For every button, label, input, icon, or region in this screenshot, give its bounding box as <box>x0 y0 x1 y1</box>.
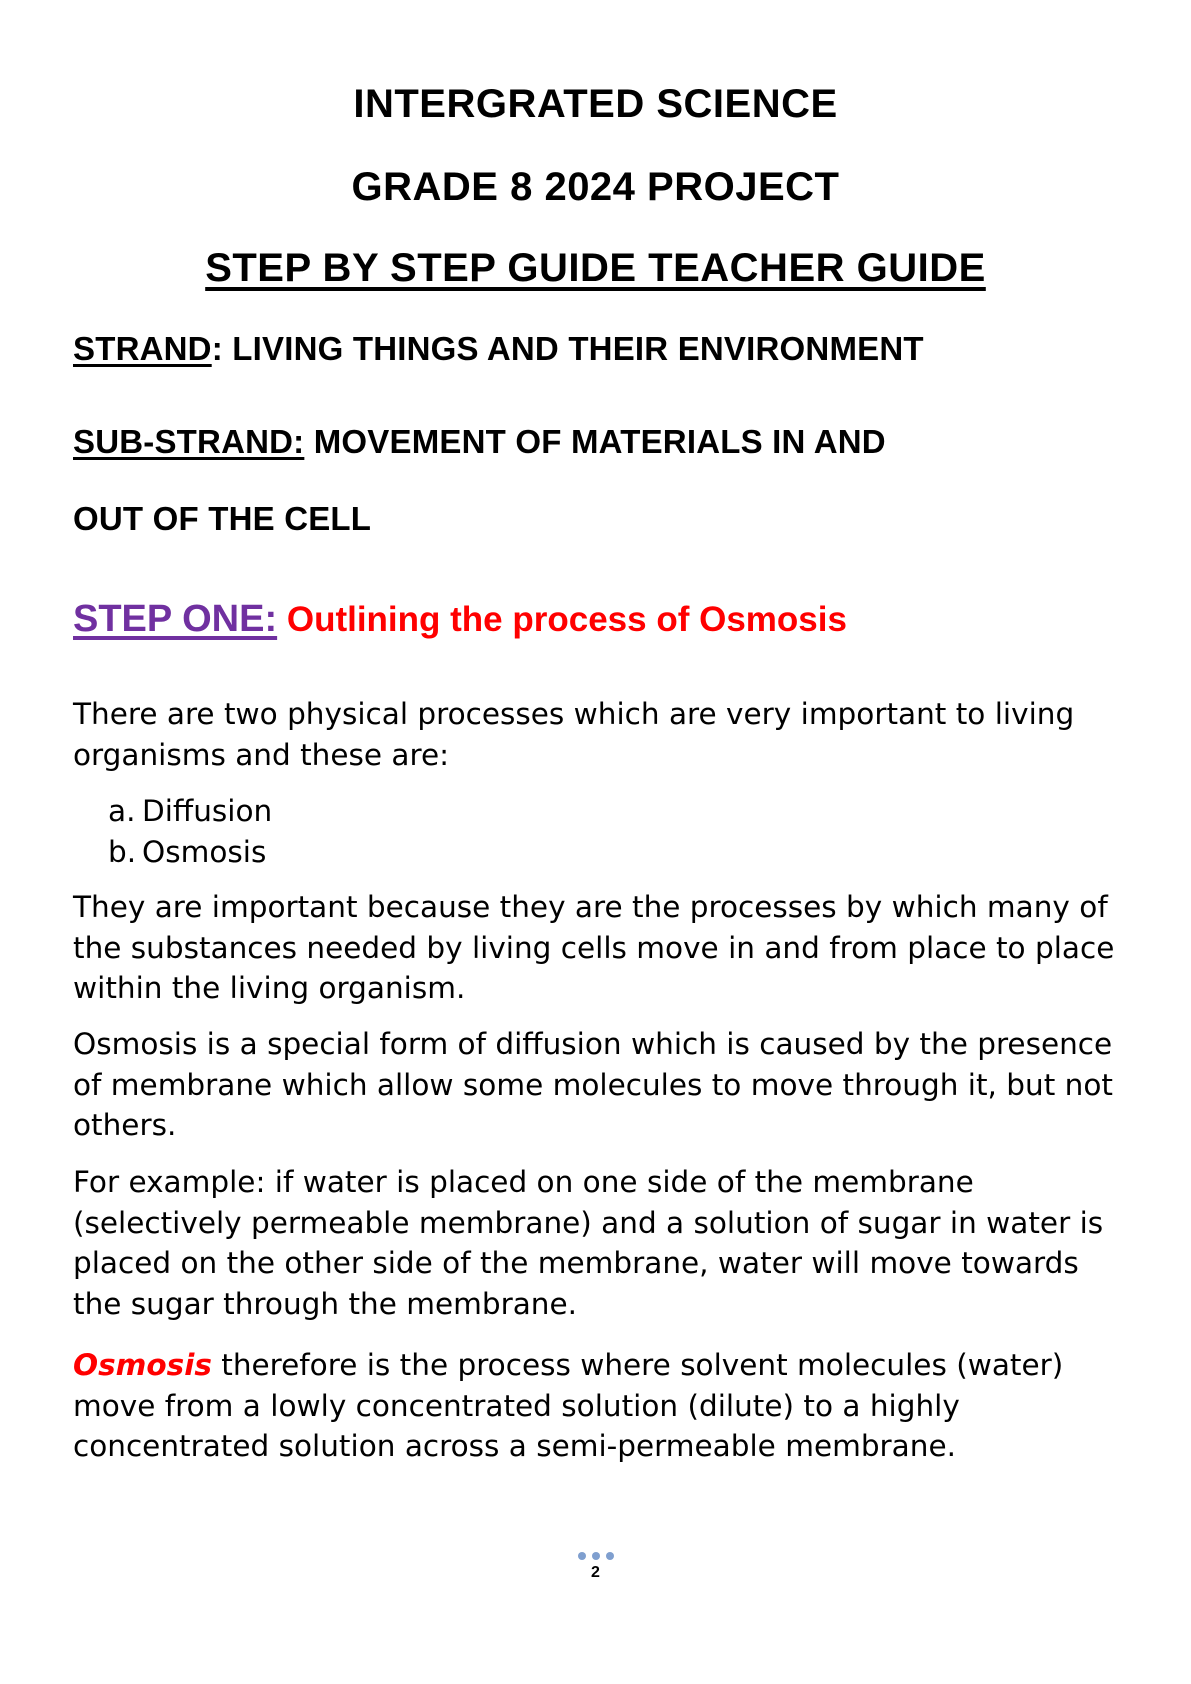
intro-paragraph: There are two physical processes which are very important to living organisms and these are: <box>73 697 1075 772</box>
importance-paragraph: They are important because they are the processes by which many of the substances needed by living cells move in and from place to place within the living organism. <box>73 890 1115 1005</box>
document-subtitle: GRADE 8 2024 PROJECT <box>351 165 840 209</box>
list-item-text: Osmosis <box>142 834 267 869</box>
document-title: INTERGRATED SCIENCE <box>353 82 838 126</box>
list-item <box>73 832 1133 873</box>
definition-term: Osmosis <box>73 1348 212 1382</box>
list-item-text: Diffusion <box>142 794 273 828</box>
sub-strand-value: MOVEMENT OF MATERIALS IN AND <box>304 423 886 460</box>
dot-icon <box>592 1552 600 1560</box>
ellipsis-dots-icon <box>0 1552 1191 1560</box>
example-paragraph: For example: if water is placed on one side of the membrane (selectively permeable membrane) and a solution of sugar in water is placed on the other side of the membrane, water will move towards the sugar through the membrane. <box>73 1165 1104 1321</box>
dot-icon <box>578 1552 586 1560</box>
list-item <box>73 791 1133 832</box>
strand-label: STRAND <box>73 330 212 367</box>
process-list <box>73 791 1133 872</box>
step-label: STEP ONE: <box>73 598 278 640</box>
definition-text: therefore is the process where solvent molecules (water) move from a lowly concentrated solution (dilute) to a highly concentrated solution across a semi-permeable membrane. <box>73 1348 1064 1463</box>
list-marker: b. <box>108 834 137 869</box>
step-heading <box>73 598 847 641</box>
definition-paragraph <box>73 1345 1133 1467</box>
page-footer <box>0 1552 1191 1582</box>
list-marker: a. <box>108 794 136 828</box>
strand-value: LIVING THINGS AND THEIR ENVIRONMENT <box>222 330 924 367</box>
strand-heading <box>73 330 924 368</box>
page-number: 2 <box>591 1564 600 1581</box>
sub-strand-label: SUB-STRAND: <box>73 423 305 460</box>
sub-strand-heading-continued: OUT OF THE CELL <box>73 500 372 537</box>
strand-colon: : <box>211 330 223 367</box>
guide-heading: STEP BY STEP GUIDE TEACHER GUIDE <box>205 246 986 290</box>
osmosis-intro-paragraph: Osmosis is a special form of diffusion which is caused by the presence of membrane which allow some molecules to move through it, but not others. <box>73 1027 1113 1142</box>
sub-strand-heading <box>73 423 886 461</box>
dot-icon <box>606 1552 614 1560</box>
step-title: Outlining the process of Osmosis <box>277 600 847 639</box>
